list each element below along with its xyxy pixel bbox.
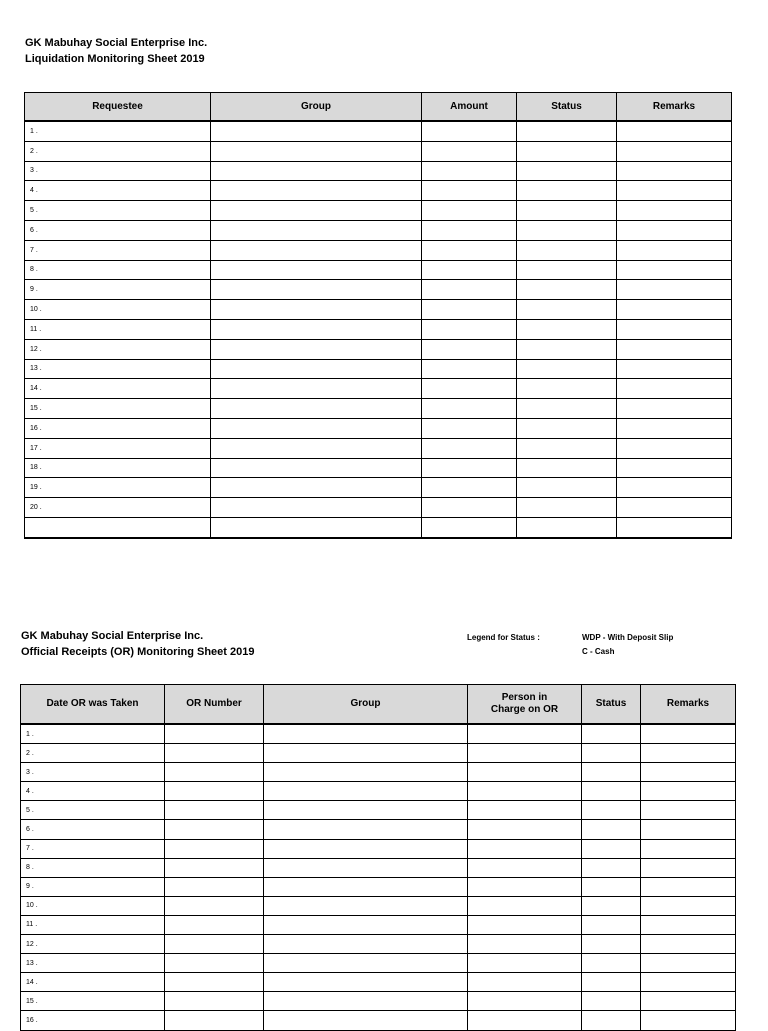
table-row (25, 220, 732, 240)
table-body (25, 121, 732, 538)
table-row (21, 820, 736, 839)
table-cell[interactable] (165, 1011, 264, 1030)
table-cell[interactable] (165, 744, 264, 763)
row-number-cell[interactable] (25, 517, 211, 537)
column-header: Status (582, 685, 641, 725)
table-cell[interactable] (517, 458, 617, 478)
table-cell[interactable] (468, 801, 582, 820)
row-number-cell[interactable]: 20 . (25, 498, 211, 518)
table-row (21, 744, 736, 763)
table-cell[interactable] (641, 820, 736, 839)
table-row (21, 724, 736, 744)
table-cell[interactable] (211, 498, 422, 518)
header-row (21, 685, 736, 725)
table-row (21, 763, 736, 782)
table-cell[interactable] (517, 498, 617, 518)
table-cell[interactable] (422, 438, 517, 458)
column-header: Group (264, 685, 468, 725)
table-cell[interactable] (211, 141, 422, 161)
table-cell[interactable] (582, 877, 641, 896)
table-cell[interactable] (617, 359, 732, 379)
table-cell[interactable] (468, 839, 582, 858)
table-cell[interactable] (264, 839, 468, 858)
table-row (25, 418, 732, 438)
table-cell[interactable] (422, 418, 517, 438)
table-cell[interactable] (468, 763, 582, 782)
table-cell[interactable] (264, 782, 468, 801)
table-cell[interactable] (582, 992, 641, 1011)
table-cell[interactable] (422, 220, 517, 240)
table-row (25, 300, 732, 320)
table-cell[interactable] (582, 1011, 641, 1030)
row-number-cell[interactable]: 3 . (21, 763, 165, 782)
table-row (25, 240, 732, 260)
table-cell[interactable] (264, 763, 468, 782)
table-cell[interactable] (211, 517, 422, 537)
sheet-title: Liquidation Monitoring Sheet 2019 (25, 53, 205, 65)
table-cell[interactable] (617, 260, 732, 280)
row-number-cell[interactable]: 1 . (25, 121, 211, 141)
legend-item: WDP - With Deposit Slip (582, 633, 674, 642)
table-cell[interactable] (582, 915, 641, 934)
table-cell[interactable] (211, 458, 422, 478)
table-cell[interactable] (617, 121, 732, 141)
table-row (25, 379, 732, 399)
table-cell[interactable] (468, 915, 582, 934)
table-cell[interactable] (582, 724, 641, 744)
table-cell[interactable] (264, 820, 468, 839)
table-cell[interactable] (468, 782, 582, 801)
table-cell[interactable] (468, 1011, 582, 1030)
sheet-title: Official Receipts (OR) Monitoring Sheet 2019 (21, 646, 255, 658)
table-row (25, 458, 732, 478)
row-number-cell[interactable]: 13 . (21, 954, 165, 973)
table-cell[interactable] (264, 858, 468, 877)
table-cell[interactable] (582, 935, 641, 954)
table-cell[interactable] (641, 954, 736, 973)
table-cell[interactable] (517, 399, 617, 419)
table-cell[interactable] (264, 973, 468, 992)
company-name: GK Mabuhay Social Enterprise Inc. (25, 37, 208, 49)
table-cell[interactable] (617, 339, 732, 359)
legend-item: C - Cash (582, 647, 615, 656)
table-cell[interactable] (165, 820, 264, 839)
liquidation-sheet-header (25, 35, 207, 67)
column-header: Amount (422, 93, 517, 122)
table-cell[interactable] (641, 763, 736, 782)
table-cell[interactable] (582, 763, 641, 782)
table-cell[interactable] (211, 478, 422, 498)
table-cell[interactable] (264, 915, 468, 934)
row-number-cell[interactable]: 19 . (25, 478, 211, 498)
table-cell[interactable] (617, 300, 732, 320)
row-number-cell[interactable]: 11 . (21, 915, 165, 934)
table-cell[interactable] (422, 300, 517, 320)
company-name: GK Mabuhay Social Enterprise Inc. (21, 630, 204, 642)
row-number-cell[interactable]: 8 . (21, 858, 165, 877)
table-cell[interactable] (617, 240, 732, 260)
table-cell[interactable] (517, 121, 617, 141)
table-row (25, 141, 732, 161)
row-number-cell[interactable]: 9 . (25, 280, 211, 300)
row-number-cell[interactable]: 4 . (25, 181, 211, 201)
table-cell[interactable] (582, 858, 641, 877)
table-row (25, 517, 732, 537)
table-cell[interactable] (165, 839, 264, 858)
table-cell[interactable] (422, 458, 517, 478)
table-cell[interactable] (582, 801, 641, 820)
table-cell[interactable] (641, 744, 736, 763)
table-cell[interactable] (211, 379, 422, 399)
table-row (21, 992, 736, 1011)
table-cell[interactable] (517, 280, 617, 300)
table-cell[interactable] (617, 438, 732, 458)
table-row (25, 161, 732, 181)
table-cell[interactable] (517, 141, 617, 161)
table-cell[interactable] (422, 478, 517, 498)
table-cell[interactable] (422, 181, 517, 201)
table-cell[interactable] (517, 181, 617, 201)
table-row (25, 438, 732, 458)
table-cell[interactable] (617, 418, 732, 438)
or-monitoring-table (20, 684, 736, 1031)
table-cell[interactable] (617, 498, 732, 518)
table-cell[interactable] (517, 260, 617, 280)
row-number-cell[interactable]: 13 . (25, 359, 211, 379)
table-cell[interactable] (517, 161, 617, 181)
table-cell[interactable] (582, 973, 641, 992)
table-row (25, 260, 732, 280)
table-cell[interactable] (517, 478, 617, 498)
table-cell[interactable] (422, 201, 517, 221)
table-cell[interactable] (422, 260, 517, 280)
legend-label: Legend for Status : (467, 633, 540, 642)
table-cell[interactable] (211, 121, 422, 141)
table-row (21, 935, 736, 954)
table-cell[interactable] (422, 141, 517, 161)
table-cell[interactable] (211, 319, 422, 339)
table-row (21, 896, 736, 915)
table-cell[interactable] (582, 782, 641, 801)
table-cell[interactable] (468, 858, 582, 877)
table-cell[interactable] (468, 954, 582, 973)
table-cell[interactable] (211, 260, 422, 280)
table-row (21, 915, 736, 934)
table-body (21, 724, 736, 1030)
table-cell[interactable] (211, 181, 422, 201)
table-row (21, 782, 736, 801)
column-header: Remarks (641, 685, 736, 725)
table-cell[interactable] (211, 240, 422, 260)
table-cell[interactable] (468, 724, 582, 744)
column-header: Status (517, 93, 617, 122)
table-cell[interactable] (211, 399, 422, 419)
table-cell[interactable] (264, 801, 468, 820)
row-number-cell[interactable]: 8 . (25, 260, 211, 280)
table-cell[interactable] (641, 973, 736, 992)
table-row (21, 1011, 736, 1030)
table-cell[interactable] (422, 240, 517, 260)
table-cell[interactable] (617, 399, 732, 419)
table-cell[interactable] (517, 418, 617, 438)
table-cell[interactable] (211, 220, 422, 240)
table-cell[interactable] (617, 319, 732, 339)
table-row (25, 201, 732, 221)
table-cell[interactable] (165, 992, 264, 1011)
table-cell[interactable] (422, 379, 517, 399)
row-number-cell[interactable]: 12 . (25, 339, 211, 359)
table-cell[interactable] (517, 359, 617, 379)
row-number-cell[interactable]: 11 . (25, 319, 211, 339)
table-row (25, 319, 732, 339)
table-cell[interactable] (617, 379, 732, 399)
row-number-cell[interactable]: 10 . (21, 896, 165, 915)
table-row (25, 181, 732, 201)
table-cell[interactable] (468, 744, 582, 763)
table-cell[interactable] (641, 782, 736, 801)
or-sheet-header (21, 628, 255, 660)
table-row (25, 498, 732, 518)
row-number-cell[interactable]: 1 . (21, 724, 165, 744)
row-number-cell[interactable]: 2 . (25, 141, 211, 161)
table-cell[interactable] (617, 201, 732, 221)
table-cell[interactable] (264, 992, 468, 1011)
table-cell[interactable] (165, 858, 264, 877)
table-cell[interactable] (468, 896, 582, 915)
column-header: OR Number (165, 685, 264, 725)
table-cell[interactable] (641, 801, 736, 820)
table-cell[interactable] (641, 839, 736, 858)
table-cell[interactable] (641, 877, 736, 896)
table-cell[interactable] (422, 161, 517, 181)
table-cell[interactable] (264, 877, 468, 896)
table-cell[interactable] (617, 161, 732, 181)
table-row (21, 858, 736, 877)
table-cell[interactable] (211, 161, 422, 181)
row-number-cell[interactable]: 15 . (25, 399, 211, 419)
table-cell[interactable] (264, 724, 468, 744)
table-cell[interactable] (165, 782, 264, 801)
table-cell[interactable] (422, 498, 517, 518)
table-cell[interactable] (517, 240, 617, 260)
row-number-cell[interactable]: 15 . (21, 992, 165, 1011)
liquidation-table (24, 92, 732, 539)
table-cell[interactable] (422, 319, 517, 339)
row-number-cell[interactable]: 17 . (25, 438, 211, 458)
column-header: Remarks (617, 93, 732, 122)
row-number-cell[interactable]: 6 . (21, 820, 165, 839)
table-cell[interactable] (264, 1011, 468, 1030)
table-cell[interactable] (422, 339, 517, 359)
table-cell[interactable] (617, 280, 732, 300)
table-cell[interactable] (517, 201, 617, 221)
table-cell[interactable] (165, 763, 264, 782)
table-cell[interactable] (641, 935, 736, 954)
table-cell[interactable] (582, 839, 641, 858)
column-header: Requestee (25, 93, 211, 122)
table-cell[interactable] (422, 121, 517, 141)
table-row (25, 339, 732, 359)
row-number-cell[interactable]: 6 . (25, 220, 211, 240)
table-cell[interactable] (468, 935, 582, 954)
table-cell[interactable] (468, 820, 582, 839)
table-row (21, 973, 736, 992)
table-cell[interactable] (211, 280, 422, 300)
row-number-cell[interactable]: 14 . (21, 973, 165, 992)
table-cell[interactable] (211, 418, 422, 438)
table-cell[interactable] (517, 300, 617, 320)
table-cell[interactable] (422, 517, 517, 537)
row-number-cell[interactable]: 7 . (21, 839, 165, 858)
table-cell[interactable] (617, 517, 732, 537)
table-cell[interactable] (165, 973, 264, 992)
row-number-cell[interactable]: 10 . (25, 300, 211, 320)
table-cell[interactable] (165, 915, 264, 934)
table-cell[interactable] (264, 744, 468, 763)
table-cell[interactable] (641, 724, 736, 744)
row-number-cell[interactable]: 14 . (25, 379, 211, 399)
table-row (25, 478, 732, 498)
row-number-cell[interactable]: 12 . (21, 935, 165, 954)
table-cell[interactable] (211, 300, 422, 320)
table-cell[interactable] (165, 954, 264, 973)
row-number-cell[interactable]: 7 . (25, 240, 211, 260)
table-cell[interactable] (617, 458, 732, 478)
row-number-cell[interactable]: 18 . (25, 458, 211, 478)
table-row (21, 839, 736, 858)
table-cell[interactable] (422, 280, 517, 300)
table-cell[interactable] (617, 478, 732, 498)
table-cell[interactable] (517, 517, 617, 537)
table-cell[interactable] (422, 399, 517, 419)
row-number-cell[interactable]: 2 . (21, 744, 165, 763)
row-number-cell[interactable]: 9 . (21, 877, 165, 896)
table-cell[interactable] (211, 339, 422, 359)
table-row (21, 801, 736, 820)
table-cell[interactable] (165, 877, 264, 896)
table-cell[interactable] (641, 858, 736, 877)
table-cell[interactable] (468, 973, 582, 992)
table-cell[interactable] (165, 801, 264, 820)
table-cell[interactable] (468, 992, 582, 1011)
column-header: Person in Charge on OR (468, 685, 582, 725)
table-cell[interactable] (264, 935, 468, 954)
column-header: Date OR was Taken (21, 685, 165, 725)
table-cell[interactable] (517, 379, 617, 399)
table-cell[interactable] (641, 992, 736, 1011)
table-cell[interactable] (468, 877, 582, 896)
table-cell[interactable] (211, 359, 422, 379)
table-cell[interactable] (165, 724, 264, 744)
row-number-cell[interactable]: 3 . (25, 161, 211, 181)
row-number-cell[interactable]: 4 . (21, 782, 165, 801)
table-cell[interactable] (617, 220, 732, 240)
table-row (25, 399, 732, 419)
table-cell[interactable] (211, 438, 422, 458)
header-row (25, 93, 732, 122)
table-cell[interactable] (211, 201, 422, 221)
table-cell[interactable] (517, 319, 617, 339)
table-row (25, 280, 732, 300)
table-cell[interactable] (517, 220, 617, 240)
table-cell[interactable] (641, 915, 736, 934)
table-row (21, 877, 736, 896)
table-cell[interactable] (264, 954, 468, 973)
table-cell[interactable] (582, 820, 641, 839)
table-cell[interactable] (165, 896, 264, 915)
legend-list (582, 631, 673, 659)
table-cell[interactable] (617, 181, 732, 201)
table-cell[interactable] (264, 896, 468, 915)
row-number-cell[interactable]: 5 . (21, 801, 165, 820)
table-cell[interactable] (517, 438, 617, 458)
column-header: Group (211, 93, 422, 122)
table-cell[interactable] (517, 339, 617, 359)
row-number-cell[interactable]: 5 . (25, 201, 211, 221)
table-cell[interactable] (582, 744, 641, 763)
table-cell[interactable] (641, 896, 736, 915)
table-cell[interactable] (422, 359, 517, 379)
table-cell[interactable] (582, 896, 641, 915)
row-number-cell[interactable]: 16 . (25, 418, 211, 438)
table-row (25, 359, 732, 379)
table-row (25, 121, 732, 141)
table-row (21, 954, 736, 973)
table-cell[interactable] (641, 1011, 736, 1030)
table-cell[interactable] (582, 954, 641, 973)
row-number-cell[interactable]: 16 . (21, 1011, 165, 1030)
table-cell[interactable] (165, 935, 264, 954)
table-cell[interactable] (617, 141, 732, 161)
